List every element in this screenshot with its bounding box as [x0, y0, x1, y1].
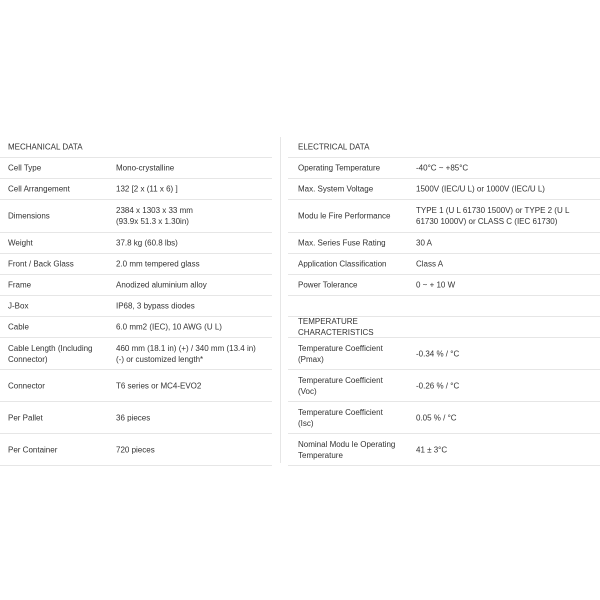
- mechanical-row: [0, 275, 272, 296]
- temperature-value: 41 ± 3°C: [416, 445, 448, 454]
- mechanical-row: [0, 434, 272, 466]
- mechanical-data-table: [0, 137, 272, 466]
- mechanical-data-title: MECHANICAL DATA: [8, 142, 83, 152]
- mechanical-label: Cell Arrangement: [8, 184, 70, 194]
- mechanical-data-header: [0, 137, 272, 158]
- electrical-row: [288, 200, 600, 233]
- electrical-value: 0 ~ + 10 W: [416, 280, 456, 290]
- electrical-row: [288, 179, 600, 200]
- electrical-label: Modu le Fire Performance: [298, 211, 391, 221]
- electrical-label: Application Classification: [298, 259, 387, 269]
- mechanical-row: [0, 338, 272, 370]
- temperature-label: Temperature Coefficient (Isc): [298, 407, 383, 428]
- mechanical-label: Cable Length (Including Connector): [8, 343, 93, 364]
- electrical-data-table: [288, 137, 600, 466]
- mechanical-row: [0, 254, 272, 275]
- mechanical-value: 132 [2 x (11 x 6) ]: [116, 184, 178, 194]
- mechanical-label: Frame: [8, 280, 32, 290]
- temperature-row: [288, 370, 600, 402]
- mechanical-label: Cell Type: [8, 163, 42, 173]
- mechanical-value: IP68, 3 bypass diodes: [116, 301, 195, 311]
- column-separator: [280, 137, 281, 463]
- electrical-data-header: [288, 137, 600, 158]
- mechanical-label: J-Box: [8, 301, 29, 311]
- temperature-label: Temperature Coefficient (Voc): [298, 375, 383, 396]
- mechanical-label: Weight: [8, 238, 33, 248]
- mechanical-label: Dimensions: [8, 211, 50, 221]
- temperature-label: Nominal Modu le Operating Temperature: [298, 439, 396, 460]
- spec-sheet: [0, 137, 600, 463]
- temperature-row: [288, 402, 600, 434]
- electrical-row: [288, 158, 600, 179]
- electrical-label: Max. System Voltage: [298, 184, 374, 194]
- mechanical-value: Anodized aluminium alloy: [116, 280, 207, 290]
- mechanical-row: [0, 317, 272, 338]
- temperature-label: Temperature Coefficient (Pmax): [298, 343, 383, 364]
- electrical-data-title: ELECTRICAL DATA: [298, 142, 370, 152]
- mechanical-value: Mono-crystalline: [116, 163, 175, 173]
- mechanical-value: 460 mm (18.1 in) (+) / 340 mm (13.4 in) (-) or customized length*: [116, 343, 256, 364]
- mechanical-row: [0, 296, 272, 317]
- mechanical-value: T6 series or MC4-EVO2: [116, 381, 202, 390]
- mechanical-row: [0, 200, 272, 233]
- mechanical-value: 6.0 mm2 (IEC), 10 AWG (U L): [116, 322, 222, 332]
- mechanical-label: Per Pallet: [8, 413, 43, 422]
- mechanical-value: 2384 x 1303 x 33 mm (93.9x 51.3 x 1.30in): [116, 206, 193, 226]
- electrical-row: [288, 254, 600, 275]
- mechanical-value: 36 pieces: [116, 413, 151, 422]
- electrical-value: Class A: [416, 259, 444, 269]
- mechanical-label: Cable: [8, 322, 29, 332]
- mechanical-row: [0, 158, 272, 179]
- electrical-row: [288, 275, 600, 296]
- mechanical-row: [0, 402, 272, 434]
- mechanical-row: [0, 179, 272, 200]
- electrical-value: 1500V (IEC/U L) or 1000V (IEC/U L): [416, 184, 545, 194]
- electrical-label: Operating Temperature: [298, 163, 381, 173]
- temperature-value: 0.05 % / °C: [416, 413, 457, 422]
- electrical-label: Power Tolerance: [298, 280, 358, 290]
- temperature-characteristics-header: [288, 317, 600, 338]
- electrical-label: Max. Series Fuse Rating: [298, 238, 386, 248]
- temperature-row: [288, 338, 600, 370]
- mechanical-value: 2.0 mm tempered glass: [116, 259, 200, 269]
- electrical-row: [288, 296, 600, 317]
- temperature-value: -0.34 % / °C: [416, 349, 460, 358]
- mechanical-label: Per Container: [8, 445, 58, 454]
- electrical-value: 30 A: [416, 238, 433, 248]
- temperature-characteristics-title: TEMPERATURE CHARACTERISTICS: [298, 317, 374, 337]
- electrical-value: TYPE 1 (U L 61730 1500V) or TYPE 2 (U L 61730 1000V) or CLASS C (IEC 61730): [416, 206, 570, 226]
- mechanical-value: 720 pieces: [116, 445, 155, 454]
- mechanical-value: 37.8 kg (60.8 lbs): [116, 238, 178, 248]
- mechanical-row: [0, 370, 272, 402]
- temperature-value: -0.26 % / °C: [416, 381, 460, 390]
- mechanical-label: Connector: [8, 381, 45, 390]
- temperature-row: [288, 434, 600, 466]
- mechanical-row: [0, 233, 272, 254]
- mechanical-label: Front / Back Glass: [8, 259, 74, 269]
- electrical-row: [288, 233, 600, 254]
- electrical-value: -40°C ~ +85°C: [416, 163, 469, 173]
